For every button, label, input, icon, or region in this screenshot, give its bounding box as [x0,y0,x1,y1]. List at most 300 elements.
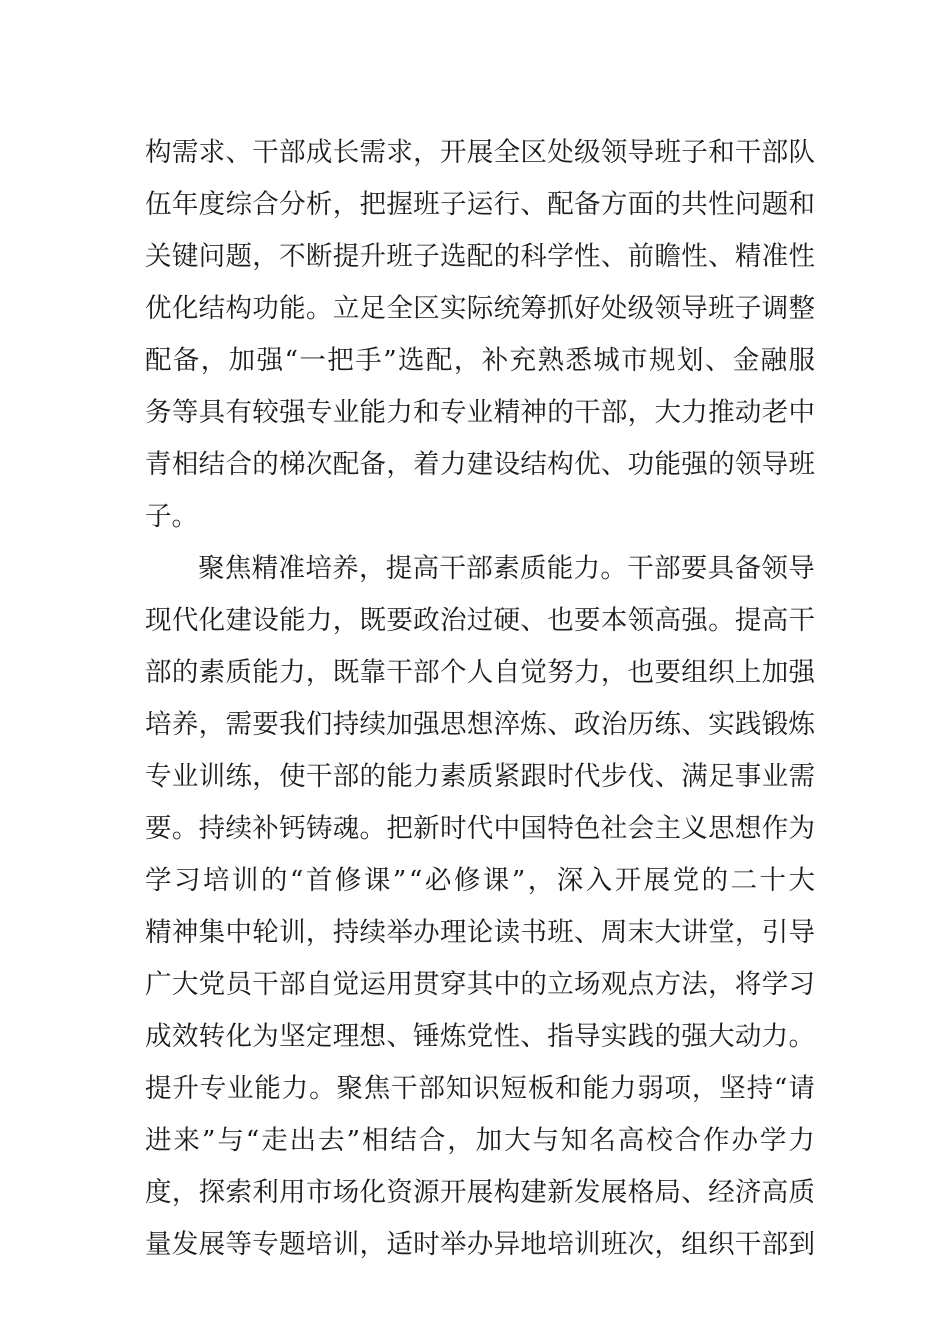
glyph: 等 [171,397,199,428]
glyph: ， [600,657,628,688]
glyph: 的 [171,657,199,688]
glyph: 分 [279,189,306,220]
glyph: 加 [386,709,413,740]
text-line-14 [145,803,815,855]
glyph: 需 [788,761,815,792]
glyph: 方 [600,189,628,220]
glyph: 学 [761,969,789,1000]
glyph: 和 [413,397,440,428]
glyph: 炼 [520,709,547,740]
glyph: 神 [520,397,547,428]
glyph: 专 [145,761,172,792]
glyph: 焦 [224,553,252,584]
glyph: 市 [621,345,648,376]
glyph: 和 [788,189,815,220]
glyph: 立 [332,293,360,324]
glyph: 年 [171,189,199,220]
glyph: 学 [145,865,172,896]
glyph: 展 [198,1229,226,1260]
glyph: 点 [627,969,655,1000]
glyph: 穿 [439,969,467,1000]
glyph: ” [383,345,397,376]
glyph: 社 [600,813,628,844]
glyph: 的 [654,1021,681,1052]
glyph: 精 [493,397,521,428]
glyph: 优 [574,449,601,480]
glyph: 和 [708,137,735,168]
glyph: 的 [654,189,681,220]
glyph: 短 [500,1073,527,1104]
text-line-8: 子。 [145,501,198,532]
glyph: 织 [708,657,735,688]
glyph: 开 [439,1177,467,1208]
glyph: 问 [198,241,226,272]
glyph: 质 [225,657,252,688]
glyph: 践 [734,709,762,740]
glyph: 习 [788,969,815,1000]
glyph: 办 [466,1229,494,1260]
glyph: 质 [466,761,494,792]
glyph: 化 [198,605,226,636]
text-line-2 [145,179,815,231]
glyph: 场 [574,969,601,1000]
glyph: 理 [332,1021,360,1052]
glyph: 抓 [547,293,574,324]
glyph: 的 [520,969,547,1000]
glyph: 能 [359,397,386,428]
glyph: 聚 [336,1073,363,1104]
glyph: 训 [279,917,306,948]
glyph: 出 [289,1125,317,1156]
glyph: 伐 [627,761,655,792]
glyph: 方 [654,969,681,1000]
glyph: 识 [473,1073,500,1104]
glyph: 的 [260,865,288,896]
glyph: 既 [359,605,386,636]
glyph: 党 [466,1021,494,1052]
glyph: 训 [231,865,259,896]
glyph: 思 [708,813,735,844]
glyph: 力 [305,605,333,636]
glyph: 实 [600,1021,628,1052]
glyph: 求 [198,137,226,168]
glyph: 班 [386,241,413,272]
glyph: 到 [788,1229,815,1260]
glyph: 、 [600,449,628,480]
glyph: “ [284,345,299,376]
text-line-7 [145,439,815,491]
glyph: 淬 [493,709,521,740]
glyph: 子 [681,137,708,168]
glyph: 地 [520,1229,547,1260]
glyph: 训 [574,1229,601,1260]
glyph: 子 [734,293,762,324]
glyph: 级 [627,293,655,324]
glyph: 与 [532,1125,560,1156]
glyph: 一 [299,345,326,376]
glyph: 建 [225,605,252,636]
glyph: 为 [788,813,815,844]
glyph: 量 [145,1229,172,1260]
glyph: 经 [708,1177,735,1208]
glyph: 观 [600,969,628,1000]
glyph: 魂 [332,813,360,844]
glyph: 干 [627,553,654,584]
glyph: 开 [614,865,642,896]
glyph: 具 [707,553,735,584]
glyph: 关 [145,241,172,272]
glyph: 力 [788,1125,815,1156]
glyph: 培 [305,553,332,584]
glyph: 中 [493,813,521,844]
glyph: 修 [453,865,481,896]
glyph: ， [305,917,333,948]
glyph: 新 [547,1177,574,1208]
glyph: 配 [547,189,574,220]
text-line-18 [145,1011,815,1063]
glyph: 力 [279,657,306,688]
glyph: 的 [252,449,279,480]
glyph: 部 [145,657,172,688]
glyph: 长 [332,137,360,168]
glyph: ， [413,137,440,168]
glyph: 发 [574,1177,601,1208]
text-line-3 [145,231,815,283]
glyph: 领 [654,293,681,324]
glyph: 觉 [520,657,547,688]
glyph: 的 [708,449,735,480]
glyph: 组 [681,1229,708,1260]
glyph: 坚 [719,1073,746,1104]
glyph: ， [654,1229,681,1260]
glyph: ， [627,397,655,428]
glyph: 大 [654,917,681,948]
glyph: 、 [704,345,732,376]
glyph: 大 [708,1021,735,1052]
glyph: 贯 [413,969,440,1000]
glyph: 性 [708,189,735,220]
glyph: 强 [681,1021,708,1052]
glyph: 班 [788,449,815,480]
glyph: 坚 [279,1021,306,1052]
glyph: 加 [761,657,789,688]
glyph: 进 [145,1125,172,1156]
glyph: 题 [761,189,789,220]
glyph: 索 [225,1177,252,1208]
glyph: 领 [761,553,788,584]
glyph: ， [453,345,481,376]
glyph: 提 [332,241,360,272]
glyph: 队 [788,137,815,168]
glyph: 事 [734,761,762,792]
glyph: 干 [386,657,413,688]
glyph: 子 [413,241,440,272]
glyph: 推 [708,397,735,428]
glyph: 过 [466,605,494,636]
glyph: 能 [654,449,681,480]
glyph: “ [408,865,423,896]
glyph: 办 [413,917,440,948]
glyph: 足 [359,293,386,324]
glyph: 全 [493,137,521,168]
glyph: 举 [439,1229,467,1260]
glyph: 中 [788,397,815,428]
glyph: 能 [279,293,306,324]
glyph: 高 [761,1177,789,1208]
glyph: 运 [466,189,494,220]
glyph: 班 [654,137,681,168]
glyph: 适 [386,1229,413,1260]
glyph: ， [305,657,333,688]
glyph: 个 [439,657,467,688]
glyph: 等 [225,1229,252,1260]
glyph: 性 [681,241,708,272]
glyph: 义 [681,813,708,844]
glyph: 合 [674,1125,702,1156]
glyph: 学 [547,241,574,272]
glyph: 力 [573,553,601,584]
glyph: 把 [386,813,413,844]
glyph: 成 [305,137,333,168]
glyph: 班 [600,1229,628,1260]
glyph: 织 [708,1229,735,1260]
glyph: 化 [171,293,199,324]
glyph: 培 [202,865,230,896]
glyph: 业 [227,1073,254,1104]
glyph: 足 [708,761,735,792]
glyph: 键 [171,241,199,272]
glyph: 合 [418,1125,446,1156]
glyph: 性 [493,1021,521,1052]
glyph: 组 [681,657,708,688]
glyph: 较 [252,397,279,428]
glyph: 上 [734,657,762,688]
glyph: 入 [585,865,613,896]
glyph: 次 [305,449,333,480]
glyph: 功 [627,449,655,480]
glyph: 学 [759,1125,787,1156]
glyph: “ [773,1073,788,1104]
glyph: 的 [547,397,574,428]
glyph: 质 [519,553,547,584]
glyph: 干 [391,1073,418,1104]
glyph: ， [171,1177,199,1208]
glyph: 大 [504,1125,531,1156]
glyph: 力 [761,1021,789,1052]
glyph: 化 [359,1177,386,1208]
glyph: 行 [493,189,521,220]
glyph: 领 [600,137,628,168]
glyph: 异 [493,1229,521,1260]
glyph: 步 [600,761,628,792]
glyph: 硬 [493,605,521,636]
glyph: 练 [225,761,252,792]
glyph: 铸 [305,813,333,844]
glyph: 炼 [788,709,815,740]
glyph: 力 [609,1073,637,1104]
glyph: 动 [734,1021,762,1052]
glyph: 度 [145,1177,172,1208]
glyph: 持 [332,709,360,740]
glyph: 用 [279,1177,306,1208]
glyph: 科 [520,241,547,272]
glyph: 选 [398,345,425,376]
glyph: 建 [520,1177,547,1208]
glyph: 综 [225,189,252,220]
glyph: ， [527,865,555,896]
glyph: ， [447,1125,474,1156]
glyph: 部 [600,397,628,428]
glyph: 钙 [279,813,306,844]
glyph: 代 [466,813,494,844]
text-line-11 [145,647,815,699]
glyph: 。 [708,605,735,636]
glyph: 优 [145,293,172,324]
glyph: ” [201,1125,216,1156]
glyph: 党 [198,969,226,1000]
glyph: 实 [439,293,467,324]
glyph: 锤 [413,1021,440,1052]
glyph: 训 [332,1229,360,1260]
glyph: 需 [171,137,199,168]
glyph: 要 [680,553,708,584]
glyph: 干 [574,397,601,428]
glyph: 专 [305,397,333,428]
glyph: 规 [649,345,676,376]
text-line-22 [145,1219,815,1271]
glyph: ， [359,1229,386,1260]
glyph: 处 [600,293,628,324]
text-line-5 [145,335,815,387]
glyph: 合 [225,449,252,480]
glyph: 专 [199,1073,227,1104]
glyph: 质 [788,1177,815,1208]
glyph: 想 [734,813,762,844]
glyph: 共 [681,189,708,220]
glyph: 划 [676,345,704,376]
glyph: 展 [600,1177,628,1208]
glyph: 努 [547,657,574,688]
glyph: 、 [681,709,708,740]
glyph: 高 [617,1125,645,1156]
glyph: 强 [681,449,708,480]
glyph: 级 [574,137,601,168]
glyph: 课 [482,865,510,896]
glyph: 靠 [359,657,386,688]
glyph: 转 [198,1021,226,1052]
text-line-4 [145,283,815,335]
glyph: 请 [788,1073,815,1104]
glyph: 准 [761,241,789,272]
glyph: 、 [600,241,628,272]
glyph: 时 [547,761,574,792]
glyph: 需 [225,709,252,740]
glyph: 和 [555,1073,582,1104]
glyph: 既 [332,657,360,688]
glyph: 充 [509,345,537,376]
text-line-10 [145,595,815,647]
glyph: 培 [305,1229,333,1260]
glyph: 融 [760,345,788,376]
glyph: 筹 [520,293,547,324]
glyph: 名 [589,1125,616,1156]
glyph: 去 [318,1125,345,1156]
glyph: 思 [439,709,467,740]
glyph: 堂 [708,917,735,948]
glyph: 部 [279,137,306,168]
glyph: 要 [145,813,172,844]
glyph: 业 [761,761,789,792]
glyph: 书 [520,917,547,948]
glyph: 自 [305,969,333,1000]
glyph: 强 [413,709,440,740]
glyph: 区 [520,137,547,168]
glyph: 政 [413,605,440,636]
text-line-1 [145,127,815,179]
glyph: 化 [225,1021,252,1052]
text-line-19 [145,1063,815,1115]
paragraph-start-line [145,543,815,595]
glyph: 老 [761,397,789,428]
glyph: 。 [171,813,199,844]
glyph: 校 [646,1125,673,1156]
glyph: 走 [261,1125,288,1156]
glyph: 补 [252,813,279,844]
glyph: 市 [305,1177,333,1208]
glyph: ， [252,241,279,272]
glyph: 子 [439,189,467,220]
glyph: 指 [547,1021,574,1052]
glyph: 锻 [761,709,789,740]
glyph: 末 [627,917,655,948]
glyph: 新 [413,813,440,844]
glyph: 特 [547,813,574,844]
glyph: 部 [466,553,493,584]
glyph: 续 [359,917,386,948]
glyph: 备 [574,189,601,220]
glyph: 结 [520,449,547,480]
glyph: 升 [359,241,386,272]
glyph: 。 [309,1073,336,1104]
glyph: ， [200,345,228,376]
glyph: 想 [466,709,494,740]
glyph: 治 [600,709,628,740]
glyph: 备 [734,553,762,584]
glyph: 十 [759,865,787,896]
glyph: ， [332,605,360,636]
text-line-20 [145,1115,815,1167]
glyph: 养 [332,553,359,584]
glyph: 展 [466,137,494,168]
glyph: 导 [627,137,655,168]
glyph: 理 [439,917,467,948]
glyph: 干 [305,761,333,792]
glyph: 部 [279,969,306,1000]
text-line-15 [145,855,815,907]
glyph: 与 [217,1125,244,1156]
glyph: 也 [627,657,655,688]
glyph: 时 [413,1229,440,1260]
glyph: 深 [556,865,584,896]
glyph: 班 [413,189,440,220]
glyph: 性 [574,241,601,272]
text-line-16 [145,907,815,959]
glyph: 续 [225,813,252,844]
glyph: 部 [418,1073,445,1104]
glyph: 相 [361,1125,389,1156]
glyph: ， [358,553,386,584]
glyph: 相 [171,449,199,480]
